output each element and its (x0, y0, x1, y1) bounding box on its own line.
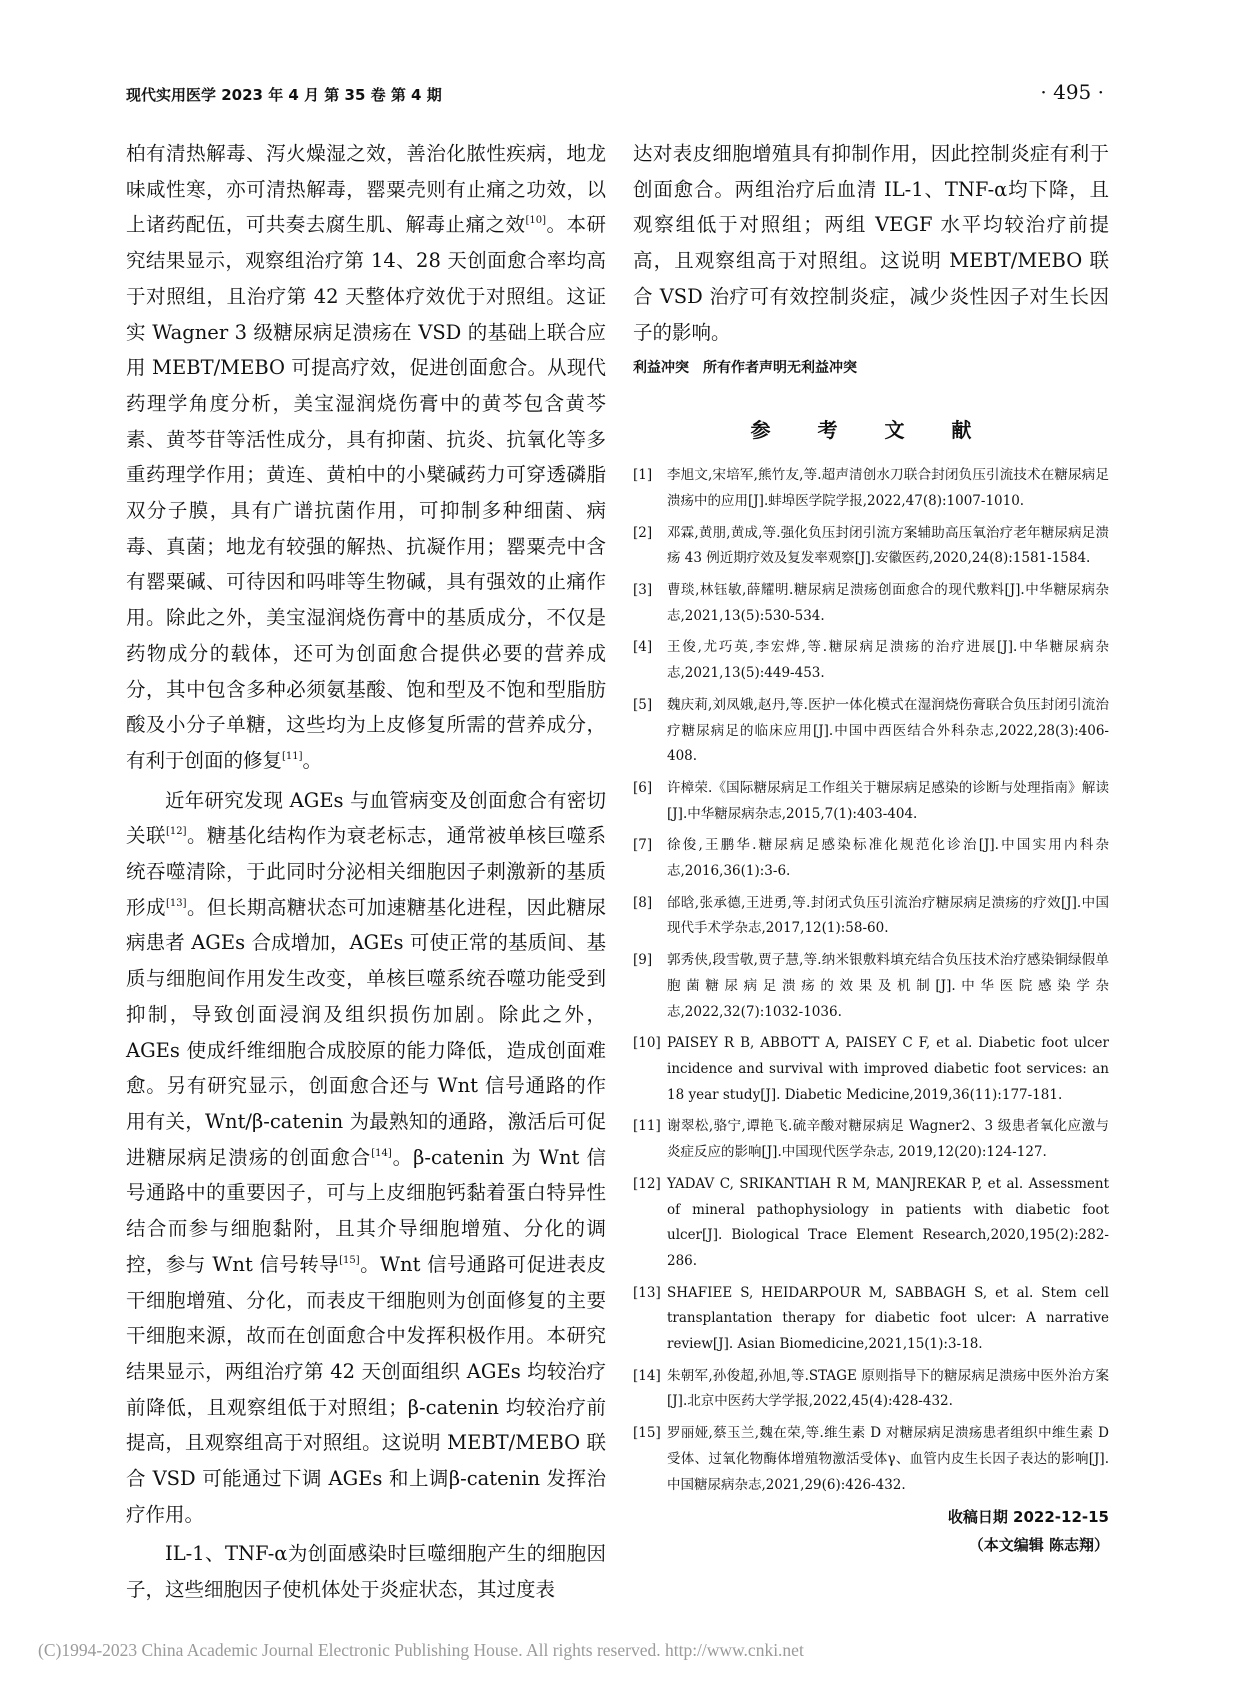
reference-item (633, 776, 1109, 827)
page-number: · 495 · (1040, 80, 1104, 104)
conflict-of-interest (633, 356, 1109, 380)
paragraph-continued: 达对表皮细胞增殖具有抑制作用，因此控制炎症有利于创面愈合。两组治疗后血清 IL-1、TNF-α均下降，且观察组低于对照组；两组 VEGF 水平均较治疗前提高，且观察组高于对照组。这说明 MEBT/MEBO 联合 VSD 治疗可有效控制炎症，减少炎性因子对生长因子的影响。 (633, 142, 1109, 344)
reference-text: SHAFIEE S, HEIDARPOUR M, SABBAGH S, et al. Stem cell transplantation therapy for diabetic foot ulcer: A narrative review[J]. Asian Biomedicine,2021,15(1):3-18. (667, 1284, 1109, 1353)
reference-text: 徐俊,王鹏华.糖尿病足感染标准化规范化诊治[J].中国实用内科杂志,2016,36(1):3-6. (667, 837, 1109, 880)
reference-item (633, 1114, 1109, 1165)
reference-item (633, 578, 1109, 629)
paragraph-text: 。本研究结果显示，观察组治疗第 14、28 天创面愈合率均高于对照组，且治疗第 42 天整体疗效优于对照组。这证实 Wagner 3 级糖尿病足溃疡在 VSD 的基础上联合应用 MEBT/MEBO 可提高疗效，促进创面愈合。从现代药理学角度分析，美宝湿润烧伤膏中的黄芩包含黄芩素、黄芩苷等活性成分，具有抑菌、抗炎、抗氧化等多重药理学作用；黄连、黄柏中的小檗碱药力可穿透磷脂双分子膜，具有广谱抗菌作用，可抑制多种细菌、病毒、真菌；地龙有较强的解热、抗凝作用；罂粟壳中含有罂粟碱、可待因和吗啡等生物碱，具有强效的止痛作用。除此之外，美宝湿润烧伤膏中的基质成分，不仅是药物成分的载体，还可为创面愈合提供必要的营养成分，其中包含多种必须氨基酸、饱和型及不饱和型脂肪酸及小分子单糖，这些均为上皮修复所需的营养成分，有利于创面的修复 (126, 213, 606, 772)
conflict-label: 利益冲突 (633, 360, 689, 377)
reference-item (633, 521, 1109, 572)
reference-item (633, 1364, 1109, 1415)
reference-number: [12] (633, 1175, 661, 1192)
citation: [10] (525, 215, 547, 227)
reference-text: 朱朝军,孙俊超,孙旭,等.STAGE 原则指导下的糖尿病足溃疡中医外治方案[J].北京中医药大学学报,2022,45(4):428-432. (667, 1367, 1109, 1410)
page-header (126, 80, 1104, 110)
citation: [12] (165, 826, 187, 838)
reference-item (633, 1421, 1109, 1498)
paragraph-text: 。 (302, 748, 323, 772)
reference-text: 李旭文,宋培军,熊竹友,等.超声清创水刀联合封闭负压引流技术在糖尿病足溃疡中的应用[J].蚌埠医学院学报,2022,47(8):1007-1010. (667, 467, 1109, 509)
citation: [14] (371, 1147, 392, 1159)
reference-number: [5] (633, 696, 653, 713)
references-title: 参 考 文 献 (750, 418, 992, 443)
reference-number: [6] (633, 779, 653, 796)
editor-note: （本文编辑 陈志翔） (968, 1536, 1109, 1555)
reference-text: YADAV C, SRIKANTIAH R M, MANJREKAR P, et al. Assessment of mineral pathophysiology in patients with diabetic foot ulcer[J]. Biological Trace Element Research,2020,195(2):282-286. (667, 1175, 1109, 1269)
reference-list (633, 463, 1109, 1498)
reference-item (633, 463, 1109, 514)
paragraph-text: 近年研究发现 AGEs 与血管病变及创面愈合有密切关联 (126, 788, 606, 848)
reference-text: 许樟荣.《国际糖尿病足工作组关于糖尿病足感染的诊断与处理指南》解读[J].中华糖尿病杂志,2015,7(1):403-404. (667, 779, 1109, 822)
reference-item (633, 833, 1109, 884)
reference-text: 谢翠松,骆宁,谭艳飞.硫辛酸对糖尿病足 Wagner2、3 级患者氧化应激与炎症反应的影响[J].中国现代医学杂志, 2019,12(20):124-127. (667, 1118, 1109, 1161)
paragraph-text: 。但长期高糖状态可加速糖基化进程，因此糖尿病患者 AGEs 合成增加，AGEs 可使正常的基质间、基质与细胞间作用发生改变，单核巨噬系统吞噬功能受到抑制，导致创面浸润及组织损伤加剧。除此之外，AGEs 使成纤维细胞合成胶原的能力降低，造成创面难愈。另有研究显示，创面愈合还与 Wnt 信号通路的作用有关，Wnt/β-catenin 为最熟知的通路，激活后可促进糖尿病足溃疡的创面愈合 (126, 895, 606, 1169)
paragraph-text: 。糖基化结构作为衰老标志，通常被单核巨噬系统吞噬清除，于此同时分泌相关细胞因子刺激新的基质形成 (126, 824, 606, 919)
left-column (126, 136, 606, 1608)
reference-number: [14] (633, 1367, 661, 1384)
reference-item (633, 693, 1109, 770)
reference-item (633, 635, 1109, 686)
reference-text: 郭秀侠,段雪敬,贾子慧,等.纳米银敷料填充结合负压技术治疗感染铜绿假单胞菌糖尿病足溃疡的效果及机制[J].中华医院感染学杂志,2022,32(7):1032-1036. (667, 952, 1109, 1020)
reference-number: [2] (633, 524, 653, 541)
reference-text: 曹琰,林钰敏,薛耀明.糖尿病足溃疡创面愈合的现代敷料[J].中华糖尿病杂志,2021,13(5):530-534. (667, 582, 1109, 624)
conflict-text: 所有作者声明无利益冲突 (703, 360, 857, 377)
right-column (633, 136, 1109, 1560)
reference-number: [9] (633, 952, 653, 969)
reference-number: [15] (633, 1425, 661, 1442)
reference-number: [3] (633, 582, 653, 599)
paragraph-1 (126, 136, 606, 779)
reference-number: [10] (633, 1035, 661, 1052)
reference-text: 魏庆莉,刘凤娥,赵丹,等.医护一体化模式在湿润烧伤膏联合负压封闭引流治疗糖尿病足的临床应用[J].中国中西医结合外科杂志,2022,28(3):406-408. (667, 696, 1109, 765)
reference-number: [7] (633, 837, 653, 854)
reference-item (633, 1172, 1109, 1275)
reference-text: 邓霖,黄朋,黄成,等.强化负压封闭引流方案辅助高压氧治疗老年糖尿病足溃疡 43 例近期疗效及复发率观察[J].安徽医药,2020,24(8):1581-1584. (667, 524, 1109, 567)
paragraph-text: 柏有清热解毒、泻火燥湿之效，善治化脓性疾病，地龙味咸性寒，亦可清热解毒，罂粟壳则有止痛之功效，以上诸药配伍，可共奏去腐生肌、解毒止痛之效 (126, 142, 606, 237)
reference-number: [1] (633, 467, 653, 484)
reference-text: 王俊,尤巧英,李宏烨,等.糖尿病足溃疡的治疗进展[J].中华糖尿病杂志,2021,13(5):449-453. (667, 639, 1109, 682)
reference-text: PAISEY R B, ABBOTT A, PAISEY C F, et al. Diabetic foot ulcer incidence and survival with improved diabetic foot services: an 18 year study[J]. Diabetic Medicine,2019,36(11):177-181. (667, 1035, 1109, 1103)
journal-info: 现代实用医学 2023 年 4 月 第 35 卷 第 4 期 (126, 86, 442, 104)
reference-number: [8] (633, 894, 653, 911)
reference-item (633, 891, 1109, 942)
reference-number: [13] (633, 1284, 661, 1301)
received-date: 收稿日期 2022-12-15 (947, 1508, 1109, 1527)
reference-item (633, 1281, 1109, 1358)
citation: [11] (282, 750, 303, 762)
reference-item (633, 948, 1109, 1025)
reference-number: [4] (633, 639, 653, 656)
paragraph-text: 。β-catenin 为 Wnt 信号通路中的重要因子，可与上皮细胞钙黏着蛋白特异性结合而参与细胞黏附，且其介导细胞增殖、分化的调控，参与 Wnt 信号转导 (126, 1145, 606, 1276)
paragraph-3: IL-1、TNF-α为创面感染时巨噬细胞产生的细胞因子，这些细胞因子使机体处于炎症状态，其过度表 (126, 1542, 606, 1602)
citation: [15] (339, 1254, 360, 1266)
paragraph-2 (126, 783, 606, 1533)
reference-text: 罗丽娅,蔡玉兰,魏在荣,等.维生素 D 对糖尿病足溃疡患者组织中维生素 D 受体、过氧化物酶体增殖物激活受体γ、血管内皮生长因子表达的影响[J].中国糖尿病杂志,2021,29(6):426-432. (667, 1425, 1109, 1493)
reference-text: 邰晗,张承德,王进勇,等.封闭式负压引流治疗糖尿病足溃疡的疗效[J].中国现代手术学杂志,2017,12(1):58-60. (667, 894, 1109, 937)
copyright-footer: (C)1994-2023 China Academic Journal Electronic Publishing House. All rights reserved. http://www.cnki.net (38, 1640, 804, 1660)
citation: [13] (165, 897, 187, 909)
reference-number: [11] (633, 1118, 661, 1135)
paragraph-text: 。Wnt 信号通路可促进表皮干细胞增殖、分化，而表皮干细胞则为创面修复的主要干细胞来源，故而在创面愈合中发挥积极作用。本研究结果显示，两组治疗第 42 天创面组织 AGEs 均较治疗前降低，且观察组低于对照组；β-catenin 均较治疗前提高，且观察组高于对照组。这说明 MEBT/MEBO 联合 VSD 可能通过下调 AGEs 和上调β-catenin 发挥治疗作用。 (126, 1252, 606, 1526)
reference-item (633, 1031, 1109, 1108)
